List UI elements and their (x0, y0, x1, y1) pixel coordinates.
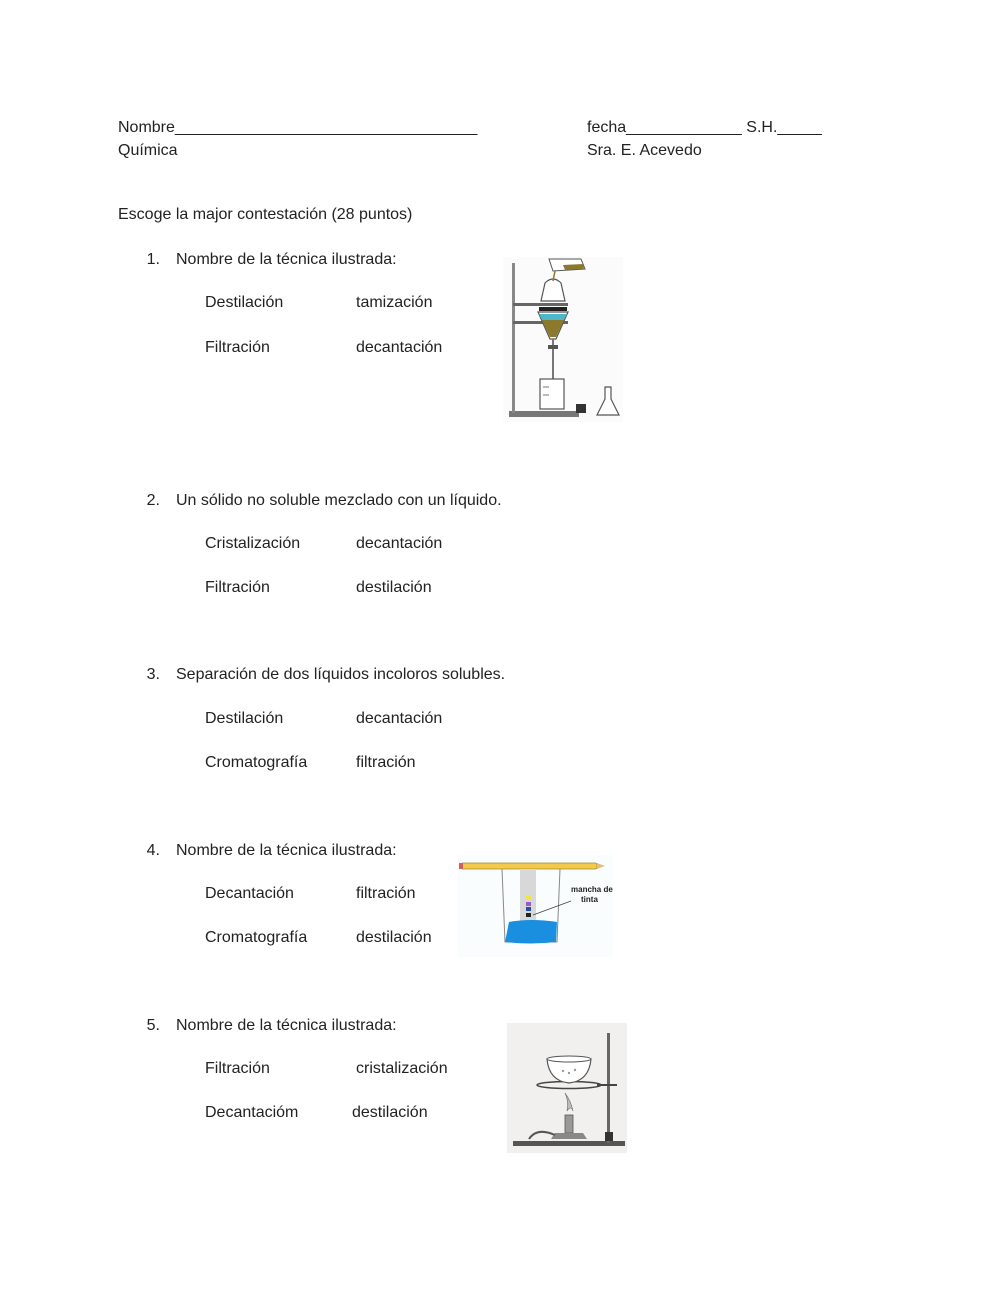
question-number: 2. (146, 492, 160, 509)
option[interactable]: tamización (356, 294, 433, 311)
option[interactable]: Destilación (205, 710, 284, 727)
option[interactable]: Decantacióm (205, 1104, 299, 1121)
question-number: 4. (146, 842, 160, 859)
question-text: Nombre de la técnica ilustrada: (176, 251, 397, 268)
option[interactable]: Filtración (205, 579, 270, 596)
option[interactable]: Cromatografía (205, 929, 308, 946)
option[interactable]: destilación (352, 1104, 428, 1121)
instructions: Escoge la major contestación (28 puntos) (118, 206, 413, 223)
teacher: Sra. E. Acevedo (587, 142, 702, 159)
separatory-funnel-illustration (503, 257, 623, 422)
option[interactable]: Destilación (205, 294, 284, 311)
option[interactable]: Decantación (205, 885, 294, 902)
option[interactable]: decantación (356, 339, 443, 356)
chromatography-figure (457, 855, 613, 957)
option[interactable]: Filtración (205, 339, 270, 356)
ink-spot-label: tinta (581, 895, 598, 904)
question-text: Nombre de la técnica ilustrada: (176, 1017, 397, 1034)
decantation-figure (503, 257, 623, 422)
name-field: Nombre__________________________________ (118, 119, 478, 136)
question-text: Nombre de la técnica ilustrada: (176, 842, 397, 859)
option[interactable]: destilación (356, 929, 432, 946)
evaporation-illustration (507, 1023, 627, 1153)
option[interactable]: decantación (356, 535, 443, 552)
date-field: fecha_____________ S.H._____ (587, 119, 822, 136)
chromatography-illustration (457, 855, 613, 957)
crystallization-figure (507, 1023, 627, 1153)
question-text: Un sólido no soluble mezclado con un líquido. (176, 492, 502, 509)
subject: Química (118, 142, 178, 159)
option[interactable]: decantación (356, 710, 443, 727)
option[interactable]: filtración (356, 754, 416, 771)
question-text: Separación de dos líquidos incoloros solubles. (176, 666, 506, 683)
option[interactable]: destilación (356, 579, 432, 596)
ink-spot-label: mancha de (571, 885, 613, 894)
option[interactable]: Cristalización (205, 535, 301, 552)
question-number: 3. (146, 666, 160, 683)
option[interactable]: filtración (356, 885, 416, 902)
option[interactable]: Filtración (205, 1060, 270, 1077)
option[interactable]: Cromatografía (205, 754, 308, 771)
question-number: 1. (146, 251, 160, 268)
question-number: 5. (146, 1017, 160, 1034)
option[interactable]: cristalización (356, 1060, 448, 1077)
